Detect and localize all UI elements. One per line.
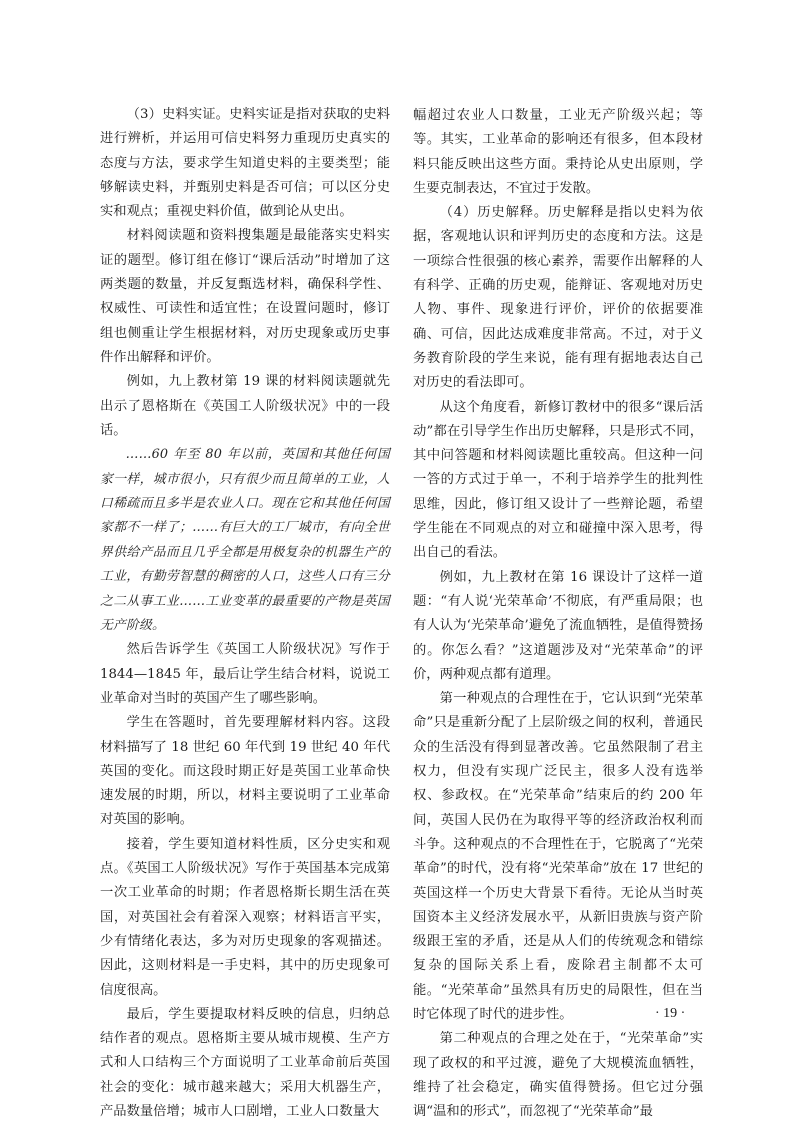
paragraph-continued: 幅超过农业人口数量，工业无产阶级兴起；等等。其实，工业革命的影响还有很多，但本段材料只能反映出这些方面。秉持论从史出原则，学生要克制表达，不宜过于发散。: [413, 108, 703, 196]
paragraph-extract-information: 最后，学生要提取材料反映的信息，归纳总结作者的观点。恩格斯主要从城市规模、生产方式和人口结构三个方面说明了工业革命前后英国社会的变化：城市越来越大；采用大机器生产，产品数量倍增；城市人口剧增，工业人口数量大: [100, 1006, 390, 1120]
paragraph-question-types: 材料阅读题和资料搜集题是最能落实史料实证的题型。修订组在修订“课后活动”时增加了这两类题的数量，并反复甄选材料，确保科学性、权威性、可读性和适宜性；在设置问题时，修订组也侧重让学生根据材料，对历史现象或历史事件作出解释和评价。: [100, 228, 390, 365]
paragraph-first-viewpoint: 第一种观点的合理性在于，它认识到“光荣革命”只是重新分配了上层阶级之间的权利，普通民众的生活没有得到显著改善。它虽然限制了君主权力，但没有实现广泛民主，很多人没有选举权、参政权。在“光荣革命”结束后的约 200 年间，英国人民仍在为取得平等的经济政治权利而斗争。这种观点的不合理性在于，它脱离了“光荣革命”的时代，没有将“光荣革命”放在 17 世纪的英国这样一个历史大背景下看待。无论从当时英国资本主义经济发展水平，从新旧贵族与资产阶级跟王室的矛盾，还是从人们的传统观念和错综复杂的国际关系上看，废除君主制都不太可能。“光荣革命”虽然具有历史的局限性，但在当时它体现了时代的进步性。: [413, 691, 703, 1022]
paragraph-second-viewpoint: 第二种观点的合理之处在于，“光荣革命”实现了政权的和平过渡，避免了大规模流血牺牲，维持了社会稳定，确实值得赞扬。但它过分强调“温和的形式”，而忽视了“光荣革命”最: [413, 1031, 703, 1120]
paragraph-example-lesson-16: 例如，九上教材在第 16 课设计了这样一道题：“有人说‘光荣革命’不彻底，有严重局限；也有人认为‘光荣革命’避免了流血牺牲，是值得赞扬的。你怎么看？”这道题涉及对“光荣革命”的评价，两种观点都有道理。: [413, 569, 703, 682]
paragraph-writing-date: 然后告诉学生《英国工人阶级状况》写作于 1844—1845 年，最后让学生结合材料，说说工业革命对当时的英国产生了哪些影响。: [100, 642, 390, 706]
paragraph-material-nature: 接着，学生要知道材料性质，区分史实和观点。《英国工人阶级状况》写作于英国基本完成第一次工业革命的时期；作者恩格斯长期生活在英国，对英国社会有着深入观察；材料语言平实，少有情绪化表达，多为对历史现象的客观描述。因此，这则材料是一手史料，其中的历史现象可信度很高。: [100, 836, 390, 998]
paragraph-example-lesson-19: 例如，九上教材第 19 课的材料阅读题就先出示了恩格斯在《英国工人阶级状况》中的一段话。: [100, 374, 390, 438]
paragraph-source-evidence: （3）史料实证。史料实证是指对获取的史料进行辨析，并运用可信史料努力重现历史真实的态度与方法，要求学生知道史料的主要类型；能够解读史料，并甄别史料是否可信；可以区分史实和观点；重视史料价值，做到论从史出。: [100, 107, 390, 220]
left-text-column: [100, 103, 390, 1124]
paragraph-understand-material: 学生在答题时，首先要理解材料内容。这段材料描写了 18 世纪 60 年代到 19 世纪 40 年代英国的变化。而这段时期正好是英国工业革命快速发展的时期，所以，材料主要说明了工业革命对英国的影响。: [100, 715, 390, 828]
paragraph-historical-interpretation: （4）历史解释。历史解释是指以史料为依据，客观地认识和评判历史的态度和方法。这是一项综合性很强的核心素养，需要作出解释的人有科学、正确的历史观，能辩证、客观地对历史人物、事件、现象进行评价，评价的依据要准确、可信，因此达成难度非常高。不过，对于义务教育阶段的学生来说，能有理有据地表达自己对历史的看法即可。: [413, 205, 703, 391]
paragraph-after-class-activities: 从这个角度看，新修订教材中的很多“课后活动”都在引导学生作出历史解释，只是形式不同，其中问答题和材料阅读题比重较高。但这种一问一答的方式过于单一，不利于培养学生的批判性思维，因此，修订组又设计了一些辩论题，希望学生能在不同观点的对立和碰撞中深入思考，得出自己的看法。: [413, 399, 703, 561]
right-text-column: [413, 104, 703, 1124]
engels-quotation: ……60 年至 80 年以前，英国和其他任何国家一样，城市很小，只有很少而且简单的工业，人口稀疏而且多半是农业人口。现在它和其他任何国家都不一样了；……有巨大的工厂城市，有向全世界供给产品而且几乎全都是用极复杂的机器生产的工业，有勤劳智慧的稠密的人口，这些人口有三分之二从事工业……工业变革的最重要的产物是英国无产阶级。: [100, 447, 390, 633]
page-number: · 19 ·: [655, 1006, 686, 1021]
